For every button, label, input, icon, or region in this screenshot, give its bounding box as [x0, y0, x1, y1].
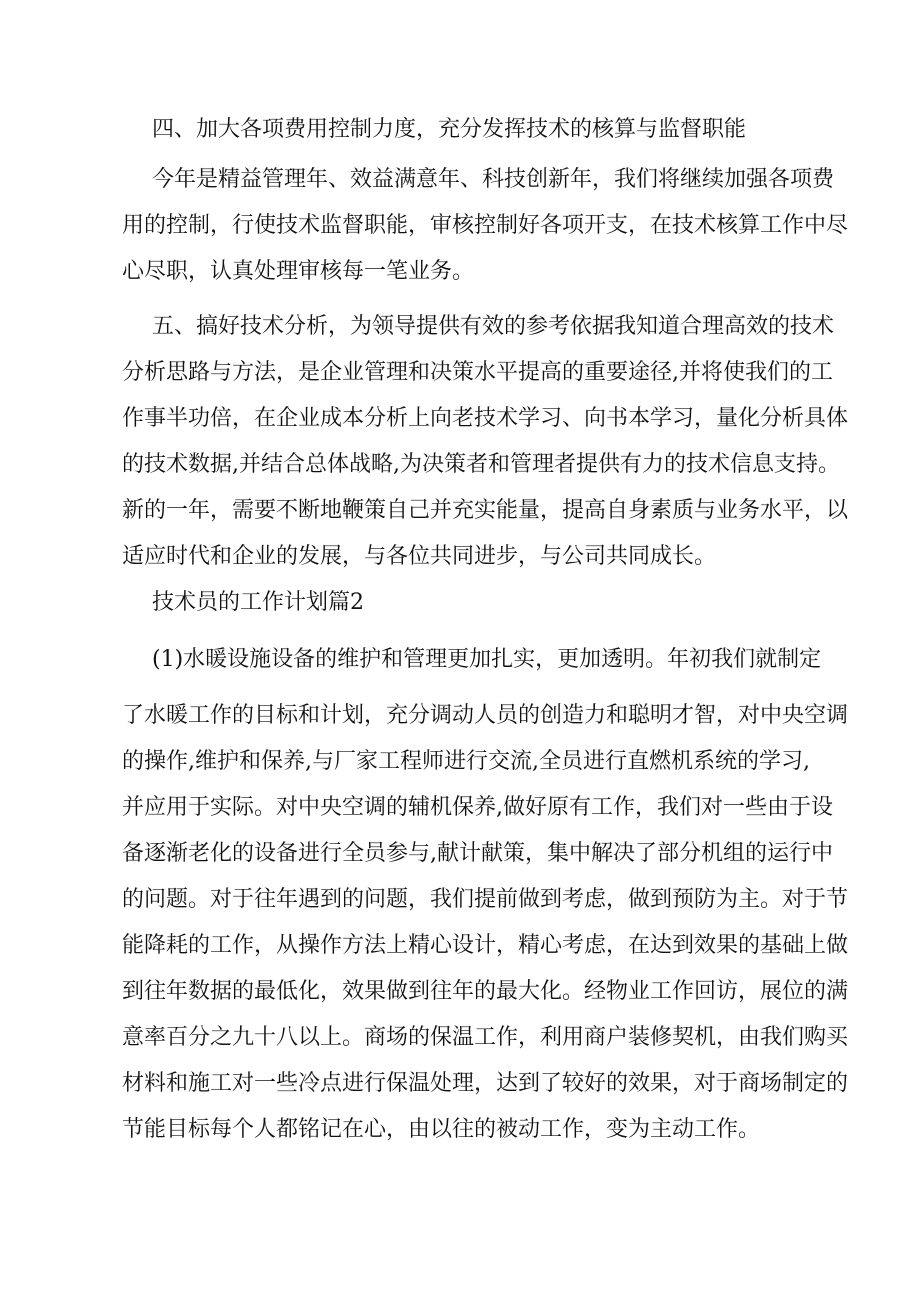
- paragraph-line: 的问题。对于往年遇到的问题，我们提前做到考虑，做到预防为主。对于节: [122, 887, 849, 912]
- paragraph-line: 今年是精益管理年、效益满意年、科技创新年，我们将继续加强各项费: [152, 167, 835, 192]
- paragraph-line: 到往年数据的最低化，效果做到往年的最大化。经物业工作回访，展位的满: [122, 979, 849, 1004]
- paragraph-line: (1)水暖设施设备的维护和管理更加扎实，更加透明。年初我们就制定: [152, 647, 822, 672]
- paragraph-line: 五、搞好技术分析，为领导提供有效的参考依据我知道合理高效的技术: [152, 314, 835, 339]
- paragraph-line: 备逐渐老化的设备进行全员参与,献计献策，集中解决了部分机组的运行中: [122, 841, 833, 866]
- paragraph-line: 的操作,维护和保养,与厂家工程师进行交流,全员进行直燃机系统的学习,: [122, 749, 810, 774]
- paragraph-line: 用的控制，行使技术监督职能，审核控制好各项开支，在技术核算工作中尽: [122, 213, 849, 238]
- paragraph-line: 节能目标每个人都铭记在心，由以往的被动工作，变为主动工作。: [122, 1117, 761, 1142]
- paragraph-line: 并应用于实际。对中央空调的辅机保养,做好原有工作，我们对一些由于设: [122, 795, 833, 820]
- section-heading: 技术员的工作计划篇2: [152, 590, 364, 615]
- paragraph-line: 作事半功倍，在企业成本分析上向老技术学习、向书本学习，量化分析具体: [122, 406, 849, 431]
- paragraph-line: 能降耗的工作，从操作方法上精心设计，精心考虑，在达到效果的基础上做: [122, 933, 849, 958]
- paragraph-line: 心尽职，认真处理审核每一笔业务。: [122, 259, 475, 284]
- paragraph-line: 意率百分之九十八以上。商场的保温工作，利用商户装修契机，由我们购买: [122, 1025, 849, 1050]
- paragraph-line: 分析思路与方法，是企业管理和决策水平提高的重要途径,并将使我们的工: [122, 360, 833, 385]
- paragraph-line: 四、加大各项费用控制力度，充分发挥技术的核算与监督职能: [152, 117, 747, 142]
- paragraph-line: 的技术数据,并结合总体战略,为决策者和管理者提供有力的技术信息支持。: [122, 452, 840, 477]
- paragraph-line: 新的一年，需要不断地鞭策自己并充实能量，提高自身素质与业务水平，以: [122, 498, 849, 523]
- paragraph-line: 了水暖工作的目标和计划，充分调动人员的创造力和聪明才智，对中央空调: [122, 703, 849, 728]
- paragraph-line: 材料和施工对一些冷点进行保温处理，达到了较好的效果，对于商场制定的: [122, 1071, 849, 1096]
- paragraph-line: 适应时代和企业的发展，与各位共同进步，与公司共同成长。: [122, 544, 717, 569]
